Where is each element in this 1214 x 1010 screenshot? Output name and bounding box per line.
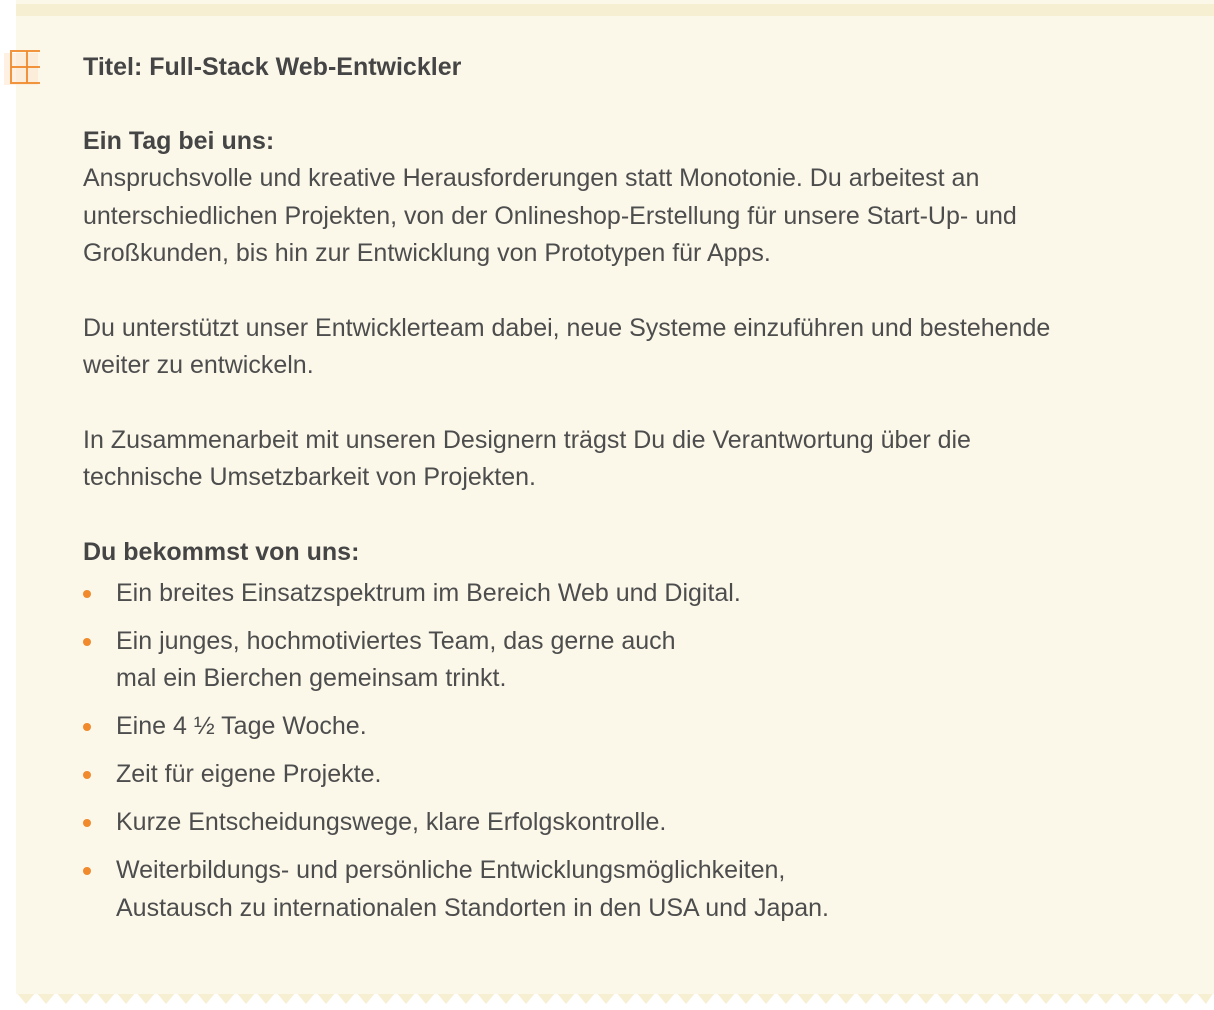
benefit-text: Eine 4 ½ Tage Woche. xyxy=(116,712,367,740)
bullet-icon xyxy=(83,723,91,731)
grid-icon xyxy=(4,49,40,85)
job-title: Titel: Full-Stack Web-Entwickler xyxy=(83,53,462,81)
list-item xyxy=(83,852,1163,927)
benefits-list xyxy=(83,575,1163,928)
card-zigzag-edge xyxy=(16,990,1214,1010)
day-paragraph-2: Du unterstützt unser Entwicklerteam dabei, neue Systeme einzuführen und bestehende weiter zu entwickeln. xyxy=(83,313,1051,379)
card-top-strip xyxy=(16,4,1214,16)
benefit-text: Zeit für eigene Projekte. xyxy=(116,760,382,788)
list-item xyxy=(83,804,1163,842)
bullet-icon xyxy=(83,638,91,646)
benefit-text: Ein junges, hochmotiviertes Team, das gerne auch mal ein Bierchen gemeinsam trinkt. xyxy=(116,626,676,692)
bullet-icon xyxy=(83,590,91,598)
bullet-icon xyxy=(83,771,91,779)
list-item xyxy=(83,708,1163,746)
list-item xyxy=(83,623,1163,698)
list-item xyxy=(83,575,1163,613)
benefit-text: Kurze Entscheidungswege, klare Erfolgskontrolle. xyxy=(116,808,667,836)
benefits-heading: Du bekommst von uns: xyxy=(83,537,360,566)
day-paragraph-1: Anspruchsvolle und kreative Herausforderungen statt Monotonie. Du arbeitest an unterschiedlichen Projekten, von der Onlineshop-Erstellung für unsere Start-Up- und Großkunden, bis hin zur Entwicklung von Prototypen für Apps. xyxy=(83,164,1017,267)
day-heading: Ein Tag bei uns: xyxy=(83,127,275,155)
list-item xyxy=(83,756,1163,794)
day-paragraph-3: In Zusammenarbeit mit unseren Designern trägst Du die Verantwortung über die technische Umsetzbarkeit von Projekten. xyxy=(83,425,971,491)
bullet-icon xyxy=(83,867,91,875)
bullet-icon xyxy=(83,819,91,827)
job-content xyxy=(83,48,1163,938)
benefit-text: Ein breites Einsatzspektrum im Bereich Web und Digital. xyxy=(116,578,741,607)
benefit-text: Weiterbildungs- und persönliche Entwicklungsmöglichkeiten, Austausch zu internationalen Standorten in den USA und Japan. xyxy=(116,856,830,922)
